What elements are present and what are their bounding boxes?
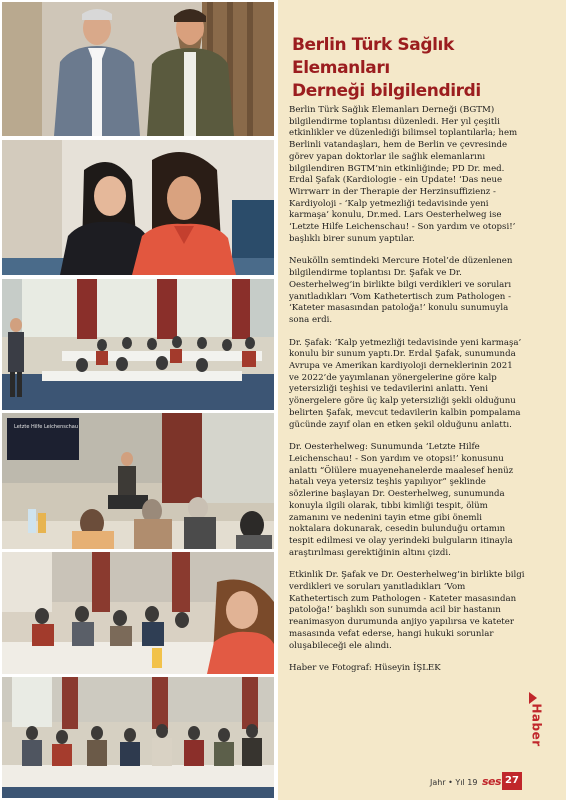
paragraph-closing: Etkinlik Dr. Şafak ve Dr. Oesterhelweg’in birlikte bilgi verdikleri ve soruları yanıtladıkları ‘Vom Kathetertisch zum Pathologen - Kateter masasından patoloğa!’ başlıklı son sunumda acil bir hastanın reanimasyon durumunda anjiyo yapılırsa ve kateter masasında vefat ederse, hangi hukuki sorunlar oluşabileceği ele alındı. <box>289 570 525 651</box>
slide-text: Letzte Hilfe Leichenschau <box>14 424 79 430</box>
photo-audience-table <box>2 552 274 674</box>
magazine-logo: ses <box>482 775 502 788</box>
section-tab-label: Haber <box>530 703 545 747</box>
photo-audience-rows <box>2 677 274 798</box>
section-tab <box>524 700 550 750</box>
chevron-right-icon <box>529 692 537 704</box>
article-title <box>292 34 542 103</box>
photo-conference-room <box>2 279 274 410</box>
photo-presentation <box>2 413 274 549</box>
photo-column <box>0 0 276 800</box>
paragraph-safak: Dr. Şafak: ‘Kalp yetmezliği tedavisinde yeni karmaşa’ konulu bir sunum yaptı.Dr. Erdal Şafak, sunumunda Avrupa ve Amerikan kardiyoloji derneklerinin 2021 ve 2022’de yayımlanan yönergelerine göre kalp yetersizliği teşhisi ve tedavilerini anlattı. Yeni yönergelere göre üç kalp yetersizliği şekli olduğunu belirten Şafak, mevcut tedavilerin kalbin pompalama gücünde zayıf olan en etken şekil olduğunu anlattı. <box>289 337 522 430</box>
article-body <box>289 105 525 686</box>
paragraph-venue: Neukölln semtindeki Mercure Hotel’de düzenlenen bilgilendirme toplantısı Dr. Şafak ve Dr. Oesterhelweg’in birlikte bilgi verdikleri ve soruları yanıtladıkları ‘Vom Kathetertisch zum Pathologen - ‘Kateter masasından patoloğa!’ konulu sunumuyla sona erdi. <box>289 256 513 325</box>
photo-speakers <box>2 2 274 136</box>
paragraph-oesterhelweg: Dr. Oesterhelweg: Sunumunda ‘Letzte Hilfe Leichenschau! - Son yardım ve otopsi!’ konusunu anlattı “Ölülere muayenehanelerde maalesef henüz hatalı veya yetersiz teşhis yapılıyor” şeklinde sözlerine başlayan Dr. Oesterhelweg, sunumunda konuyla ilgili olarak, tıbbi kimliği tespit, ölüm zamanını ve nedenini tayin etme gibi önemli noktalara dokunarak, cesedin bulunduğu ortamın tespit edilmesi ve olay yerindeki bulguların itinayla araştırılması gerektiğinin altını çizdi. <box>289 442 514 558</box>
title-line-2: Derneği bilgilendirdi <box>292 81 481 101</box>
issue-label: Jahr • Yıl 19 <box>430 778 478 787</box>
byline: Haber ve Fotograf: Hüseyin İŞLEK <box>289 663 441 674</box>
paragraph-intro: Berlin Türk Sağlık Elemanları Derneği (BGTM) bilgilendirme toplantısı düzenledi. Her yıl çeşitli etkinlikler ve düzenlediği bilimsel toplantılarla; hem Berlinli vatandaşları, hem de Berlin ve çevresinde görev yapan doktorlar ile sağlık elemanlarını bilgilendiren BGTM’nin etkinliğinde; PD Dr. med. Erdal Şafak (Kardiologie - ein Update! ‘Das neue Wirrwarr in der Therapie der Herzinsuffizienz - Kardiyoloji - ‘Kalp yetmezliği tedavisinde yeni karmaşa’ konulu, Dr.med. Lars Oesterhelweg ise ‘Letzte Hilfe Leichenschau! - Son yardım ve otopsi!’ başlıklı birer sunum yaptılar. <box>289 105 518 244</box>
title-line-1: Berlin Türk Sağlık Elemanları <box>292 35 454 78</box>
photo-two-women <box>2 140 274 275</box>
page-number: 27 <box>502 772 522 790</box>
page-footer <box>430 770 560 792</box>
